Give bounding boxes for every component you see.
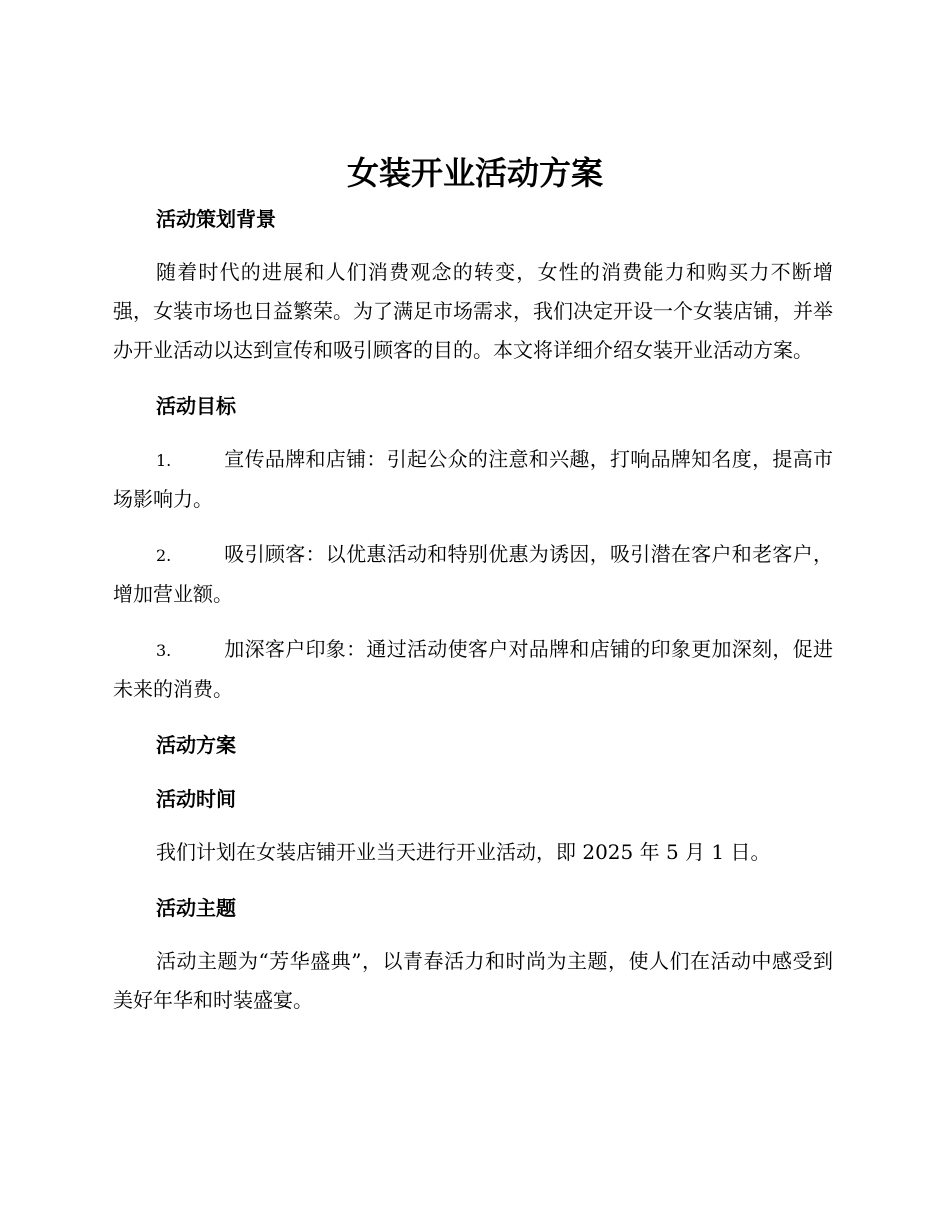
section-heading-time: 活动时间 [156,787,236,811]
document-title: 女装开业活动方案 [346,154,603,192]
time-paragraph: 我们计划在女装店铺开业当天进行开业活动，即 2025 年 5 月 1 日。 [156,840,771,864]
goal-item-1 [113,440,833,519]
section-heading-theme: 活动主题 [156,896,236,920]
goal-text: 吸引顾客：以优惠活动和特别优惠为诱因，吸引潜在客户和老客户，增加营业额。 [113,542,833,606]
list-number: 2. [156,546,172,565]
goal-item-3 [113,630,833,709]
background-paragraph: 随着时代的进展和人们消费观念的转变，女性的消费能力和购买力不断增强，女装市场也日益繁荣。为了满足市场需求，我们决定开设一个女装店铺，并举办开业活动以达到宣传和吸引顾客的目的。本文将详细介绍女装开业活动方案。 [113,260,833,362]
list-number: 1. [156,451,172,470]
goal-text: 加深客户印象：通过活动使客户对品牌和店铺的印象更加深刻，促进未来的消费。 [113,637,833,701]
theme-paragraph: 活动主题为“芳华盛典”，以青春活力和时尚为主题，使人们在活动中感受到美好年华和时装盛宴。 [113,949,833,1012]
section-heading-goals: 活动目标 [156,394,236,418]
list-number: 3. [156,641,172,660]
document-body [113,199,833,1020]
goal-item-2 [113,535,833,614]
section-heading-background: 活动策划背景 [156,207,276,231]
section-heading-plan: 活动方案 [156,733,236,757]
goal-text: 宣传品牌和店铺：引起公众的注意和兴趣，打响品牌知名度，提高市场影响力。 [113,447,833,511]
